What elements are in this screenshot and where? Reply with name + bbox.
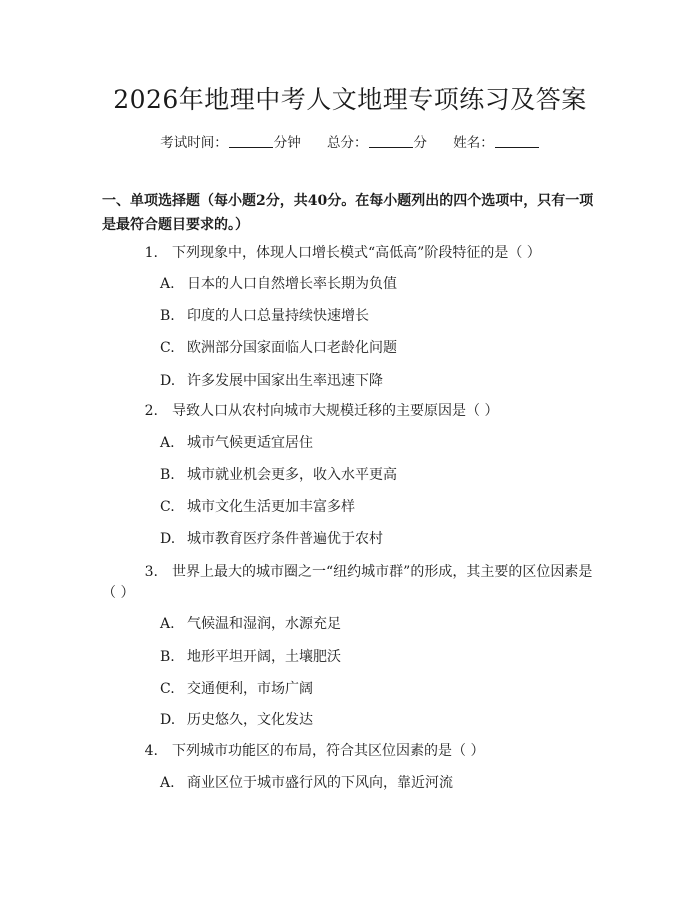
exam-meta-line bbox=[0, 131, 700, 151]
total-score-label: 总分： bbox=[327, 135, 368, 151]
exam-time-blank bbox=[229, 134, 273, 148]
option-text: 城市文化生活更加丰富多样 bbox=[187, 499, 355, 515]
exam-time-field bbox=[160, 135, 301, 151]
option-text: 日本的人口自然增长率长期为负值 bbox=[187, 276, 397, 292]
option-text: 印度的人口总量持续快速增长 bbox=[187, 308, 369, 324]
option-text: 气候温和湿润，水源充足 bbox=[187, 616, 341, 632]
option-text: 交通便利，市场广阔 bbox=[187, 681, 313, 697]
question-3-continuation bbox=[102, 581, 602, 605]
question-number: 2. bbox=[144, 403, 158, 419]
question-text: 下列城市功能区的布局，符合其区位因素的是（ ） bbox=[172, 743, 485, 759]
option-letter: A. bbox=[160, 616, 175, 632]
option-letter: C. bbox=[160, 681, 175, 697]
option-letter: B. bbox=[160, 649, 175, 665]
option-text: 城市气候更适宜居住 bbox=[187, 435, 313, 451]
option-letter: A. bbox=[160, 775, 175, 791]
option-text: 欧洲部分国家面临人口老龄化问题 bbox=[187, 340, 397, 356]
total-score-blank bbox=[369, 134, 413, 148]
option-text: 城市教育医疗条件普遍优于农村 bbox=[187, 531, 383, 547]
option-2a bbox=[160, 431, 313, 455]
exam-time-label: 考试时间： bbox=[160, 135, 228, 151]
option-3b bbox=[160, 645, 341, 669]
question-4 bbox=[102, 739, 602, 763]
question-1 bbox=[102, 241, 602, 265]
option-1a bbox=[160, 272, 397, 296]
question-text-line2: （ ） bbox=[102, 585, 135, 601]
question-2 bbox=[102, 399, 602, 423]
option-text: 地形平坦开阔，土壤肥沃 bbox=[187, 649, 341, 665]
option-letter: C. bbox=[160, 340, 175, 356]
student-name-field bbox=[453, 135, 540, 151]
option-1b bbox=[160, 304, 369, 328]
option-1d bbox=[160, 369, 383, 393]
option-1c bbox=[160, 336, 397, 360]
section-heading: 一、单项选择题（每小题2分，共40分。在每小题列出的四个选项中，只有一项是最符合题目要求的。） bbox=[102, 193, 594, 233]
option-text: 商业区位于城市盛行风的下风向，靠近河流 bbox=[187, 775, 453, 791]
option-letter: B. bbox=[160, 308, 175, 324]
total-score-unit: 分 bbox=[413, 135, 427, 151]
option-letter: B. bbox=[160, 467, 175, 483]
option-letter: A. bbox=[160, 276, 175, 292]
option-text: 城市就业机会更多，收入水平更高 bbox=[187, 467, 397, 483]
option-3a bbox=[160, 612, 341, 636]
question-number: 4. bbox=[144, 743, 158, 759]
option-letter: D. bbox=[160, 712, 176, 728]
option-3c bbox=[160, 677, 313, 701]
option-3d bbox=[160, 708, 313, 732]
question-text: 下列现象中，体现人口增长模式“高低高”阶段特征的是（ ） bbox=[172, 245, 541, 261]
option-text: 历史悠久，文化发达 bbox=[187, 712, 313, 728]
option-text: 许多发展中国家出生率迅速下降 bbox=[187, 373, 383, 389]
question-number: 1. bbox=[144, 245, 158, 261]
option-4a bbox=[160, 771, 453, 795]
option-2d bbox=[160, 527, 383, 551]
student-name-label: 姓名： bbox=[453, 135, 494, 151]
question-text: 导致人口从农村向城市大规模迁移的主要原因是（ ） bbox=[172, 403, 499, 419]
question-number: 3. bbox=[144, 564, 158, 580]
exam-time-unit: 分钟 bbox=[273, 135, 301, 151]
page-title: 2026年地理中考人文地理专项练习及答案 bbox=[113, 85, 587, 114]
question-text-line1: 世界上最大的城市圈之一“纽约城市群”的形成，其主要的区位因素是 bbox=[172, 564, 593, 580]
option-2c bbox=[160, 495, 355, 519]
student-name-blank bbox=[495, 134, 539, 148]
option-letter: C. bbox=[160, 499, 175, 515]
option-letter: D. bbox=[160, 373, 176, 389]
option-letter: A. bbox=[160, 435, 175, 451]
total-score-field bbox=[327, 135, 427, 151]
option-letter: D. bbox=[160, 531, 176, 547]
option-2b bbox=[160, 463, 397, 487]
